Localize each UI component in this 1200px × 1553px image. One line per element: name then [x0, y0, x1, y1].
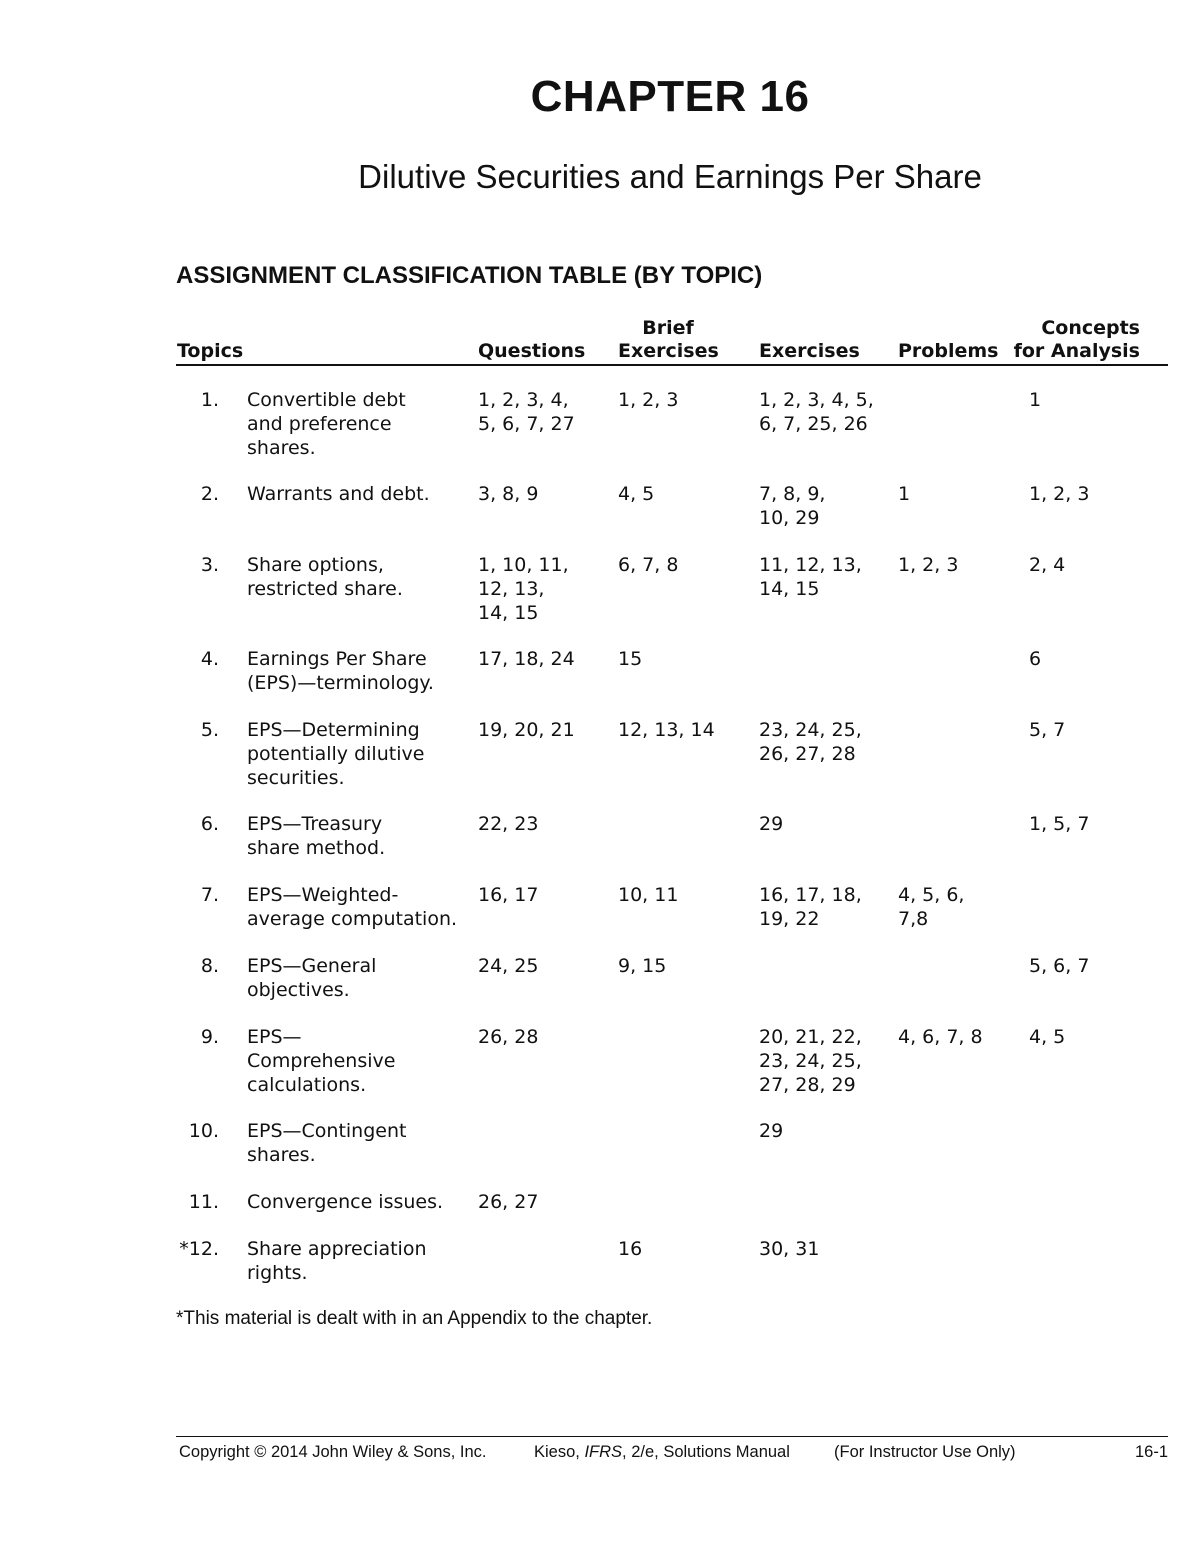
- column-header-exercises: Exercises: [759, 340, 860, 362]
- table-row: [176, 954, 1168, 1025]
- row-exercises: 20, 21, 22, 23, 24, 25, 27, 28, 29: [759, 1026, 862, 1096]
- row-concepts: 5, 7: [1029, 719, 1066, 741]
- row-number: 7.: [200, 884, 219, 906]
- row-topic: Share options, restricted share.: [247, 554, 403, 600]
- footer-book-author: Kieso,: [534, 1443, 585, 1461]
- row-problems: 1: [898, 483, 911, 505]
- column-header-concepts-line1: Concepts: [1041, 317, 1140, 339]
- row-questions: 22, 23: [478, 813, 539, 835]
- row-brief-exercises: 16: [618, 1238, 643, 1260]
- row-questions: 3, 8, 9: [478, 483, 539, 505]
- row-exercises: 29: [759, 813, 784, 835]
- column-header-brief-line1: Brief: [642, 317, 694, 339]
- row-number: 4.: [200, 648, 219, 670]
- table-row: [176, 718, 1168, 812]
- footer-book-reference: [534, 1443, 790, 1462]
- row-problems: 1, 2, 3: [898, 554, 959, 576]
- row-exercises: 11, 12, 13, 14, 15: [759, 554, 862, 600]
- classification-table-body: [176, 388, 1168, 1308]
- row-number: 10.: [188, 1120, 219, 1142]
- table-row: [176, 553, 1168, 647]
- row-concepts: 2, 4: [1029, 554, 1066, 576]
- column-header-topics: Topics: [177, 340, 244, 362]
- footer-book-edition: , 2/e, Solutions Manual: [622, 1443, 790, 1461]
- row-exercises: 29: [759, 1120, 784, 1142]
- table-row: [176, 1237, 1168, 1308]
- column-header-problems: Problems: [898, 340, 999, 362]
- row-exercises: 16, 17, 18, 19, 22: [759, 884, 862, 930]
- row-topic: Convertible debt and preference shares.: [247, 389, 406, 459]
- row-number: 1.: [200, 389, 219, 411]
- row-questions: 24, 25: [478, 955, 539, 977]
- chapter-title: CHAPTER 16: [530, 72, 810, 121]
- footer-book-title: IFRS: [584, 1443, 623, 1461]
- column-header-concepts-line2: for Analysis: [1013, 340, 1140, 362]
- row-topic: Warrants and debt.: [247, 483, 430, 505]
- row-brief-exercises: 15: [618, 648, 643, 670]
- row-number: 9.: [200, 1026, 219, 1048]
- column-header-questions: Questions: [478, 340, 586, 362]
- table-row: [176, 482, 1168, 553]
- row-concepts: 6: [1029, 648, 1042, 670]
- page-footer: [176, 1443, 1168, 1467]
- row-questions: 17, 18, 24: [478, 648, 575, 670]
- row-topic: Convergence issues.: [247, 1191, 444, 1213]
- chapter-subtitle: Dilutive Securities and Earnings Per Share: [358, 158, 982, 195]
- page-number: 16-1: [1134, 1443, 1168, 1461]
- row-questions: 26, 27: [478, 1191, 539, 1213]
- row-concepts: 5, 6, 7: [1029, 955, 1090, 977]
- column-header-concepts: [1014, 317, 1140, 363]
- column-header-brief-line2: Exercises: [618, 340, 719, 362]
- row-number: 2.: [200, 483, 219, 505]
- row-concepts: 1: [1029, 389, 1042, 411]
- table-header: [176, 316, 1168, 366]
- row-topic: Share appreciation rights.: [247, 1238, 427, 1284]
- row-number: 6.: [200, 813, 219, 835]
- row-brief-exercises: 9, 15: [618, 955, 667, 977]
- row-topic: EPS—General objectives.: [247, 955, 377, 1001]
- row-exercises: 30, 31: [759, 1238, 820, 1260]
- row-questions: 1, 10, 11, 12, 13, 14, 15: [478, 554, 569, 624]
- row-number: *12.: [179, 1238, 219, 1260]
- row-topic: Earnings Per Share (EPS)—terminology.: [247, 648, 434, 694]
- row-topic: EPS—Determining potentially dilutive securities.: [247, 719, 425, 789]
- row-questions: 19, 20, 21: [478, 719, 575, 741]
- row-brief-exercises: 6, 7, 8: [618, 554, 679, 576]
- row-concepts: 1, 2, 3: [1029, 483, 1090, 505]
- table-row: [176, 883, 1168, 954]
- row-questions: 1, 2, 3, 4, 5, 6, 7, 27: [478, 389, 575, 435]
- row-number: 11.: [188, 1191, 219, 1213]
- row-number: 3.: [200, 554, 219, 576]
- row-concepts: 1, 5, 7: [1029, 813, 1090, 835]
- footer-copyright: Copyright © 2014 John Wiley & Sons, Inc.: [179, 1443, 487, 1461]
- row-questions: 26, 28: [478, 1026, 539, 1048]
- row-problems: 4, 6, 7, 8: [898, 1026, 983, 1048]
- row-topic: EPS—Weighted- average computation.: [247, 884, 458, 930]
- table-heading: ASSIGNMENT CLASSIFICATION TABLE (BY TOPIC): [176, 262, 763, 289]
- table-row: [176, 647, 1168, 718]
- footer-divider: [176, 1436, 1168, 1437]
- row-exercises: 7, 8, 9, 10, 29: [759, 483, 826, 529]
- table-row: [176, 1119, 1168, 1190]
- table-row: [176, 1025, 1168, 1119]
- row-brief-exercises: 12, 13, 14: [618, 719, 715, 741]
- row-topic: EPS—Contingent shares.: [247, 1120, 407, 1166]
- row-topic: EPS— Comprehensive calculations.: [247, 1026, 396, 1096]
- row-problems: 4, 5, 6, 7,8: [898, 884, 965, 930]
- row-brief-exercises: 10, 11: [618, 884, 679, 906]
- row-topic: EPS—Treasury share method.: [247, 813, 386, 859]
- table-row: [176, 388, 1168, 482]
- row-questions: 16, 17: [478, 884, 539, 906]
- column-header-brief-exercises: [618, 317, 718, 363]
- table-row: [176, 1190, 1168, 1237]
- row-exercises: 1, 2, 3, 4, 5, 6, 7, 25, 26: [759, 389, 874, 435]
- row-brief-exercises: 4, 5: [618, 483, 655, 505]
- appendix-footnote: *This material is dealt with in an Appendix to the chapter.: [176, 1308, 653, 1329]
- table-row: [176, 812, 1168, 883]
- row-number: 8.: [200, 955, 219, 977]
- row-concepts: 4, 5: [1029, 1026, 1066, 1048]
- row-exercises: 23, 24, 25, 26, 27, 28: [759, 719, 862, 765]
- row-number: 5.: [200, 719, 219, 741]
- footer-usage-note: (For Instructor Use Only): [834, 1443, 1016, 1461]
- row-brief-exercises: 1, 2, 3: [618, 389, 679, 411]
